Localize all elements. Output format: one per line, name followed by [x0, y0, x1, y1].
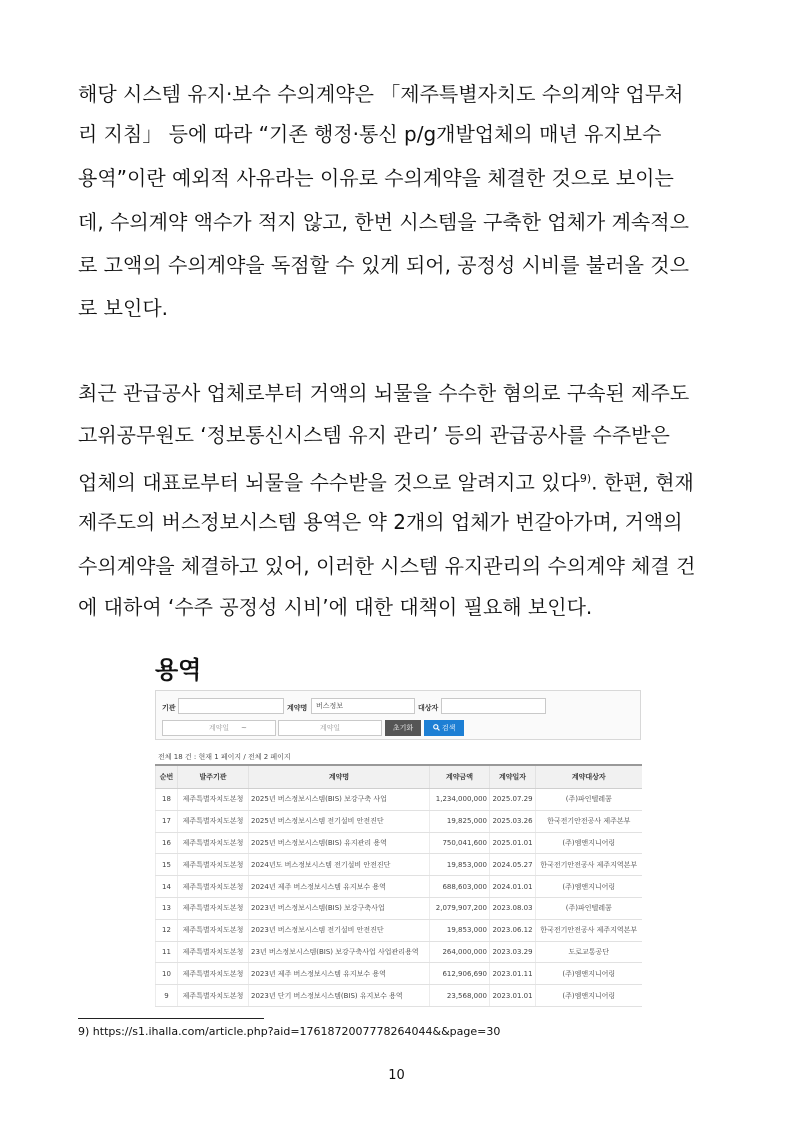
paragraph-text: . 한편, 현재 [591, 470, 694, 495]
contract-label: 계약명 [287, 704, 308, 712]
table-cell: (주)엠앤지니어링 [536, 985, 642, 1007]
table-cell: 제주특별자치도본청 [178, 876, 249, 898]
table-cell: (주)엠앤지니어링 [536, 832, 642, 854]
table-cell: 18 [156, 789, 178, 811]
table-row[interactable] [156, 854, 642, 876]
table-cell: 2025.01.01 [490, 832, 536, 854]
table-cell: 한국전기안전공사 제주지역본부 [536, 919, 642, 941]
result-summary: 전체 18 건 : 현재 1 페이지 / 전체 2 페이지 [158, 753, 291, 761]
date-to-input[interactable]: 계약일 [278, 720, 382, 736]
page-number: 10 [388, 1068, 405, 1083]
table-cell: 612,906,690 [430, 963, 490, 985]
agency-label: 기관 [162, 704, 176, 712]
table-cell: 264,000,000 [430, 941, 490, 963]
search-button-label: 검색 [441, 724, 456, 732]
table-cell: 제주특별자치도본청 [178, 919, 249, 941]
table-cell: 2023년 버스정보시스템 전기설비 안전진단 [249, 919, 430, 941]
search-button[interactable] [424, 720, 464, 736]
table-cell: (주)파인텔레콤 [536, 789, 642, 811]
footnote[interactable]: 9) https://s1.ihalla.com/article.php?aid=1761872007778264044&&page=30 [78, 1025, 501, 1038]
table-cell: 제주특별자치도본청 [178, 832, 249, 854]
table-cell: 1,234,000,000 [430, 789, 490, 811]
table-cell: 2025년 버스정보시스템(BIS) 유지관리 용역 [249, 832, 430, 854]
table-cell: 한국전기안전공사 제주본부 [536, 810, 642, 832]
paragraph-line-with-footnote [78, 470, 694, 495]
table-cell: 2023.01.01 [490, 985, 536, 1007]
table-cell: 2023년 버스정보시스템(BIS) 보강구축사업 [249, 897, 430, 919]
table-header [156, 765, 642, 789]
table-cell: 12 [156, 919, 178, 941]
vendor-label: 대상자 [418, 704, 439, 712]
table-row[interactable] [156, 897, 642, 919]
col-header[interactable]: 계약금액 [430, 765, 490, 789]
col-header[interactable]: 발주기관 [178, 765, 249, 789]
table-row[interactable] [156, 941, 642, 963]
table-row[interactable] [156, 919, 642, 941]
table-cell: 2023.01.11 [490, 963, 536, 985]
table-cell: 2023년 제주 버스정보시스템 유지보수 용역 [249, 963, 430, 985]
col-header[interactable]: 계약명 [249, 765, 430, 789]
table-cell: 제주특별자치도본청 [178, 854, 249, 876]
table-row[interactable] [156, 832, 642, 854]
search-icon [433, 724, 440, 731]
table-cell: 688,603,000 [430, 876, 490, 898]
table-cell: 2025년 버스정보시스템(BIS) 보강구축 사업 [249, 789, 430, 811]
table-cell: 도로교통공단 [536, 941, 642, 963]
table-cell: 제주특별자치도본청 [178, 985, 249, 1007]
table-cell: (주)엠앤지니어링 [536, 963, 642, 985]
table-cell: 2024년도 버스정보시스템 전기설비 안전진단 [249, 854, 430, 876]
table-cell: 14 [156, 876, 178, 898]
table-body [156, 789, 642, 1007]
table-cell: 제주특별자치도본청 [178, 963, 249, 985]
table-cell: 제주특별자치도본청 [178, 789, 249, 811]
range-separator: ~ [241, 724, 247, 732]
table-cell: 10 [156, 963, 178, 985]
table-cell: 23,568,000 [430, 985, 490, 1007]
table-row[interactable] [156, 810, 642, 832]
table-cell: 제주특별자치도본청 [178, 897, 249, 919]
footnote-divider [78, 1018, 264, 1019]
table-cell: 2023.08.03 [490, 897, 536, 919]
contract-name-input[interactable]: 버스정보 [311, 698, 415, 714]
table-cell: 9 [156, 985, 178, 1007]
section-title: 용역 [155, 656, 202, 684]
agency-input[interactable] [178, 698, 284, 714]
table-cell: 2023.03.29 [490, 941, 536, 963]
table-cell: 제주특별자치도본청 [178, 810, 249, 832]
paragraph-text: 업체의 대표로부터 뇌물을 수수받을 것으로 알려지고 있다 [78, 470, 580, 495]
table-row[interactable] [156, 963, 642, 985]
table-cell: 750,041,600 [430, 832, 490, 854]
col-header[interactable]: 계약대상자 [536, 765, 642, 789]
search-panel [155, 690, 641, 740]
table-cell: 23년 버스정보시스템(BIS) 보강구축사업 사업관리용역 [249, 941, 430, 963]
table-cell: 2025.07.29 [490, 789, 536, 811]
contract-search-screenshot [155, 690, 641, 1000]
table-cell: 16 [156, 832, 178, 854]
col-header[interactable]: 순번 [156, 765, 178, 789]
vendor-input[interactable] [441, 698, 546, 714]
results-table [155, 764, 642, 1007]
table-cell: 19,853,000 [430, 919, 490, 941]
table-cell: 한국전기안전공사 제주지역본부 [536, 854, 642, 876]
date-from-input[interactable]: 계약일 [162, 720, 276, 736]
table-cell: 2025.03.26 [490, 810, 536, 832]
table-cell: 2023년 단기 버스정보시스템(BIS) 유지보수 용역 [249, 985, 430, 1007]
col-header[interactable]: 계약일자 [490, 765, 536, 789]
table-cell: 2023.06.12 [490, 919, 536, 941]
table-cell: 19,825,000 [430, 810, 490, 832]
table-cell: (주)엠앤지니어링 [536, 876, 642, 898]
table-row[interactable] [156, 985, 642, 1007]
table-cell: 11 [156, 941, 178, 963]
table-cell: 13 [156, 897, 178, 919]
reset-button[interactable]: 초기화 [385, 720, 421, 736]
table-cell: 17 [156, 810, 178, 832]
footnote-ref[interactable]: 9) [579, 472, 592, 485]
table-cell: 15 [156, 854, 178, 876]
table-cell: 제주특별자치도본청 [178, 941, 249, 963]
table-cell: 2024.01.01 [490, 876, 536, 898]
table-cell: 2024년 제주 버스정보시스템 유지보수 용역 [249, 876, 430, 898]
table-cell: 2024.05.27 [490, 854, 536, 876]
table-cell: 19,853,000 [430, 854, 490, 876]
table-cell: 2,079,907,200 [430, 897, 490, 919]
table-cell: 2025년 버스정보시스템 전기설비 안전진단 [249, 810, 430, 832]
table-row[interactable] [156, 876, 642, 898]
table-cell: (주)파인텔레콤 [536, 897, 642, 919]
table-row[interactable] [156, 789, 642, 811]
